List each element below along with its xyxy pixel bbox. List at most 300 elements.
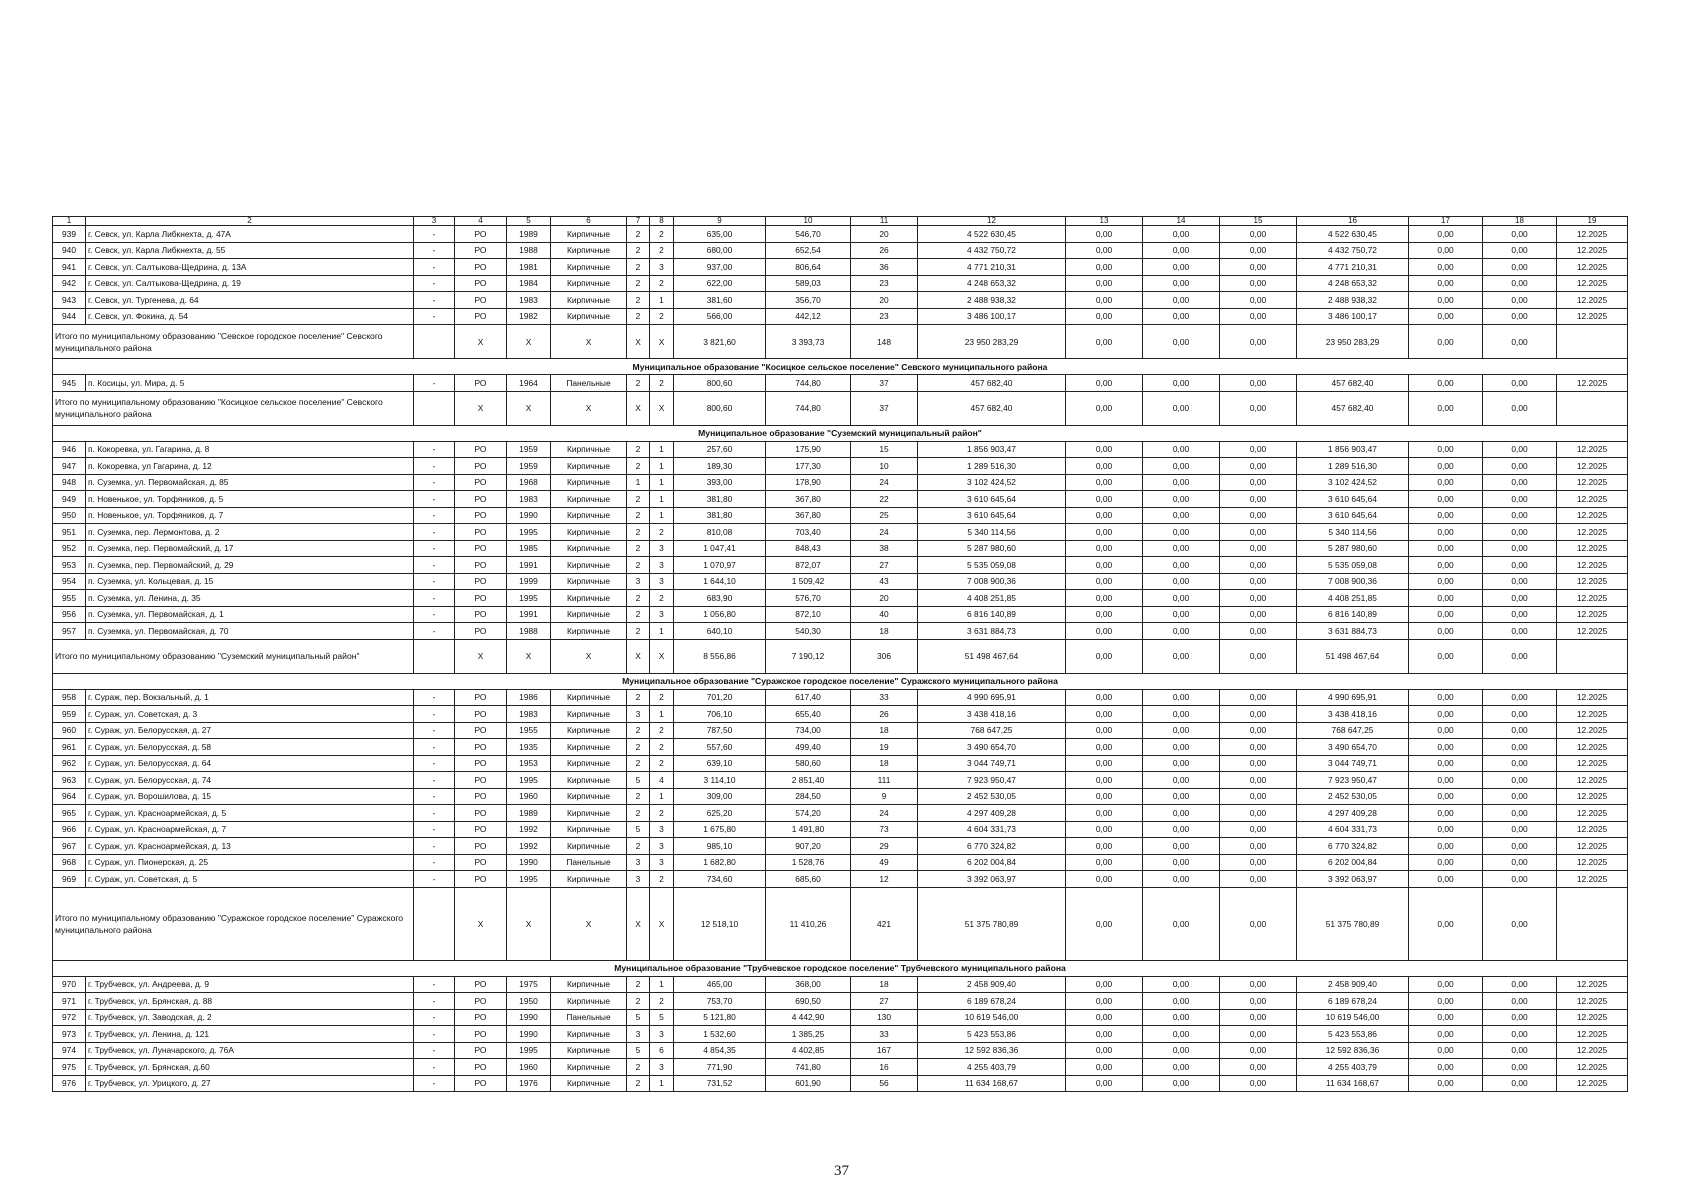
table-cell: 0,00: [1143, 706, 1220, 723]
table-cell: 0,00: [1409, 976, 1483, 993]
table-cell: 1989: [507, 226, 551, 243]
address-cell: г. Сураж, пер. Вокзальный, д. 1: [86, 689, 414, 706]
column-number: 10: [766, 217, 851, 226]
column-number: 2: [86, 217, 414, 226]
table-cell: Кирпичные: [551, 524, 627, 541]
table-row: [53, 275, 1628, 292]
subtotal-cell: [1557, 391, 1628, 425]
section-header-row: [53, 359, 1628, 375]
subtotal-cell: 0,00: [1066, 887, 1143, 960]
table-cell: 0,00: [1409, 854, 1483, 871]
subtotal-label: Итого по муниципальному образованию "Суражское городское поселение" Суражского муниципального района: [53, 887, 414, 960]
address-cell: г. Трубчевск, ул. Урицкого, д. 27: [86, 1075, 414, 1092]
table-cell: РО: [455, 755, 507, 772]
table-cell: 2: [627, 557, 650, 574]
table-cell: 0,00: [1143, 524, 1220, 541]
table-cell: РО: [455, 259, 507, 276]
table-cell: 731,52: [674, 1075, 766, 1092]
subtotal-cell: 457 682,40: [918, 391, 1066, 425]
table-cell: 12.2025: [1557, 871, 1628, 888]
table-cell: 49: [851, 854, 918, 871]
table-cell: 2: [627, 788, 650, 805]
table-cell: 0,00: [1220, 590, 1297, 607]
table-cell: 1984: [507, 275, 551, 292]
table-cell: -: [414, 739, 455, 756]
subtotal-cell: 12 518,10: [674, 887, 766, 960]
subtotal-cell: X: [627, 887, 650, 960]
table-cell: -: [414, 491, 455, 508]
table-cell: 2: [627, 540, 650, 557]
table-cell: 2: [650, 275, 674, 292]
table-cell: 56: [851, 1075, 918, 1092]
column-number: 11: [851, 217, 918, 226]
table-row: [53, 739, 1628, 756]
table-cell: 442,12: [766, 308, 851, 325]
table-cell: 0,00: [1483, 739, 1557, 756]
table-cell: 0,00: [1066, 689, 1143, 706]
table-row: [53, 557, 1628, 574]
table-cell: 5 121,80: [674, 1009, 766, 1026]
table-cell: 971: [53, 993, 86, 1010]
table-cell: 4 990 695,91: [1297, 689, 1409, 706]
table-cell: -: [414, 292, 455, 309]
table-cell: 3 392 063,97: [1297, 871, 1409, 888]
table-cell: 5 340 114,56: [1297, 524, 1409, 541]
table-cell: 167: [851, 1042, 918, 1059]
table-cell: 3 610 645,64: [1297, 491, 1409, 508]
table-cell: 3 392 063,97: [918, 871, 1066, 888]
table-cell: 0,00: [1483, 441, 1557, 458]
table-cell: -: [414, 1042, 455, 1059]
table-cell: 944: [53, 308, 86, 325]
table-cell: 0,00: [1409, 226, 1483, 243]
table-cell: 12.2025: [1557, 623, 1628, 640]
table-cell: 0,00: [1143, 1075, 1220, 1092]
table-cell: 23: [851, 275, 918, 292]
table-cell: РО: [455, 706, 507, 723]
table-cell: 907,20: [766, 838, 851, 855]
table-cell: 5: [627, 772, 650, 789]
table-cell: 0,00: [1220, 458, 1297, 475]
table-row: [53, 606, 1628, 623]
table-cell: 734,00: [766, 722, 851, 739]
table-cell: 43: [851, 573, 918, 590]
table-cell: 0,00: [1409, 722, 1483, 739]
table-cell: 111: [851, 772, 918, 789]
table-cell: -: [414, 259, 455, 276]
table-cell: 0,00: [1143, 275, 1220, 292]
table-cell: 12.2025: [1557, 706, 1628, 723]
table-cell: -: [414, 1075, 455, 1092]
table-cell: 6 770 324,82: [1297, 838, 1409, 855]
table-cell: -: [414, 788, 455, 805]
table-cell: Кирпичные: [551, 993, 627, 1010]
table-cell: 5: [627, 1009, 650, 1026]
address-cell: г. Сураж, ул. Красноармейская, д. 5: [86, 805, 414, 822]
table-cell: 0,00: [1066, 441, 1143, 458]
table-cell: 0,00: [1483, 755, 1557, 772]
table-cell: 0,00: [1066, 772, 1143, 789]
table-cell: 0,00: [1409, 507, 1483, 524]
table-cell: 2: [627, 259, 650, 276]
table-cell: 0,00: [1409, 805, 1483, 822]
table-cell: 0,00: [1220, 854, 1297, 871]
table-cell: 0,00: [1483, 772, 1557, 789]
table-cell: 2: [627, 805, 650, 822]
table-cell: 1988: [507, 242, 551, 259]
table-cell: 1959: [507, 458, 551, 475]
table-cell: 701,20: [674, 689, 766, 706]
table-cell: 5 287 980,60: [1297, 540, 1409, 557]
table-cell: 7 008 900,36: [1297, 573, 1409, 590]
table-cell: 0,00: [1483, 993, 1557, 1010]
table-cell: 2: [627, 590, 650, 607]
subtotal-cell: X: [455, 325, 507, 359]
table-cell: 0,00: [1143, 606, 1220, 623]
table-cell: 457 682,40: [918, 375, 1066, 392]
table-cell: 806,64: [766, 259, 851, 276]
table-cell: 576,70: [766, 590, 851, 607]
address-cell: п. Суземка, ул. Первомайская, д. 85: [86, 474, 414, 491]
table-cell: 2: [627, 739, 650, 756]
table-cell: 0,00: [1066, 226, 1143, 243]
table-row: [53, 1059, 1628, 1076]
table-cell: 3: [650, 854, 674, 871]
table-cell: 5 535 059,08: [1297, 557, 1409, 574]
table-cell: 0,00: [1066, 524, 1143, 541]
subtotal-row: [53, 887, 1628, 960]
table-cell: 1 856 903,47: [1297, 441, 1409, 458]
section-title: Муниципальное образование "Суражское городское поселение" Суражского муниципального района: [53, 673, 1628, 689]
table-cell: 26: [851, 242, 918, 259]
table-row: [53, 507, 1628, 524]
table-cell: 1983: [507, 491, 551, 508]
table-cell: 0,00: [1143, 755, 1220, 772]
table-cell: 2: [627, 838, 650, 855]
table-cell: 2: [650, 242, 674, 259]
table-cell: 956: [53, 606, 86, 623]
table-cell: 955: [53, 590, 86, 607]
table-cell: 0,00: [1066, 242, 1143, 259]
table-cell: 20: [851, 292, 918, 309]
table-cell: 974: [53, 1042, 86, 1059]
table-cell: РО: [455, 573, 507, 590]
table-cell: 24: [851, 474, 918, 491]
table-row: [53, 590, 1628, 607]
table-cell: 741,80: [766, 1059, 851, 1076]
address-cell: г. Трубчевск, ул. Брянская, д. 88: [86, 993, 414, 1010]
subtotal-cell: [414, 639, 455, 673]
table-cell: 2: [627, 1059, 650, 1076]
table-cell: 5: [627, 821, 650, 838]
table-cell: 0,00: [1066, 1042, 1143, 1059]
table-cell: 7 923 950,47: [918, 772, 1066, 789]
subtotal-row: [53, 391, 1628, 425]
table-cell: 2: [627, 242, 650, 259]
table-cell: 175,90: [766, 441, 851, 458]
table-cell: 0,00: [1066, 292, 1143, 309]
table-cell: 1960: [507, 1059, 551, 1076]
table-cell: 639,10: [674, 755, 766, 772]
table-cell: 540,30: [766, 623, 851, 640]
column-number: 8: [650, 217, 674, 226]
table-cell: 753,70: [674, 993, 766, 1010]
table-cell: -: [414, 1026, 455, 1043]
table-cell: 1: [650, 292, 674, 309]
table-cell: 1 528,76: [766, 854, 851, 871]
subtotal-cell: X: [507, 325, 551, 359]
subtotal-cell: 37: [851, 391, 918, 425]
table-cell: 3: [650, 838, 674, 855]
table-cell: 130: [851, 1009, 918, 1026]
table-cell: Кирпичные: [551, 1042, 627, 1059]
table-cell: РО: [455, 722, 507, 739]
table-cell: 0,00: [1143, 441, 1220, 458]
table-cell: 2 488 938,32: [918, 292, 1066, 309]
address-cell: п. Кокоревка, ул Гагарина, д. 12: [86, 458, 414, 475]
table-cell: 3 490 654,70: [1297, 739, 1409, 756]
table-cell: 0,00: [1066, 275, 1143, 292]
table-cell: 0,00: [1483, 838, 1557, 855]
table-cell: 0,00: [1409, 375, 1483, 392]
subtotal-cell: 0,00: [1066, 639, 1143, 673]
table-row: [53, 474, 1628, 491]
table-row: [53, 976, 1628, 993]
table-cell: 4: [650, 772, 674, 789]
table-cell: 961: [53, 739, 86, 756]
table-cell: 2: [627, 491, 650, 508]
table-cell: 943: [53, 292, 86, 309]
table-cell: 655,40: [766, 706, 851, 723]
table-cell: 1: [650, 976, 674, 993]
table-cell: 1: [650, 474, 674, 491]
table-cell: 27: [851, 557, 918, 574]
subtotal-cell: 0,00: [1143, 887, 1220, 960]
table-cell: 1 070,97: [674, 557, 766, 574]
section-title: Муниципальное образование "Суземский муниципальный район": [53, 425, 1628, 441]
table-row: [53, 1075, 1628, 1092]
table-cell: 0,00: [1220, 755, 1297, 772]
table-cell: 1991: [507, 606, 551, 623]
table-cell: Кирпичные: [551, 491, 627, 508]
table-cell: 1950: [507, 993, 551, 1010]
table-row: [53, 871, 1628, 888]
table-cell: -: [414, 441, 455, 458]
table-cell: 0,00: [1066, 474, 1143, 491]
column-number: 19: [1557, 217, 1628, 226]
table-cell: 9: [851, 788, 918, 805]
address-cell: п. Суземка, пер. Лермонтова, д. 2: [86, 524, 414, 541]
table-cell: 1955: [507, 722, 551, 739]
table-cell: 1: [650, 507, 674, 524]
table-cell: Кирпичные: [551, 275, 627, 292]
table-cell: 2: [627, 689, 650, 706]
table-cell: Кирпичные: [551, 606, 627, 623]
table-cell: 0,00: [1483, 722, 1557, 739]
table-cell: 0,00: [1066, 755, 1143, 772]
table-cell: 381,60: [674, 292, 766, 309]
table-cell: 73: [851, 821, 918, 838]
table-cell: 1999: [507, 573, 551, 590]
subtotal-cell: X: [455, 887, 507, 960]
table-cell: 0,00: [1220, 292, 1297, 309]
subtotal-cell: [1557, 887, 1628, 960]
table-cell: 0,00: [1143, 557, 1220, 574]
table-cell: 3: [627, 706, 650, 723]
table-cell: 2: [627, 993, 650, 1010]
table-cell: 29: [851, 838, 918, 855]
table-cell: 963: [53, 772, 86, 789]
table-cell: 0,00: [1220, 838, 1297, 855]
table-cell: 771,90: [674, 1059, 766, 1076]
table-cell: 0,00: [1143, 573, 1220, 590]
table-cell: 954: [53, 573, 86, 590]
table-cell: 11 634 168,67: [918, 1075, 1066, 1092]
table-cell: 0,00: [1143, 689, 1220, 706]
subtotal-cell: 0,00: [1409, 887, 1483, 960]
table-cell: 3 631 884,73: [1297, 623, 1409, 640]
table-cell: 0,00: [1409, 275, 1483, 292]
table-cell: -: [414, 854, 455, 871]
table-cell: 12.2025: [1557, 993, 1628, 1010]
table-cell: 18: [851, 722, 918, 739]
subtotal-cell: 800,60: [674, 391, 766, 425]
table-cell: 3 044 749,71: [918, 755, 1066, 772]
address-cell: г. Сураж, ул. Пионерская, д. 25: [86, 854, 414, 871]
table-cell: 2: [650, 993, 674, 1010]
table-cell: 1 682,80: [674, 854, 766, 871]
table-cell: 0,00: [1483, 976, 1557, 993]
table-cell: 0,00: [1409, 755, 1483, 772]
table-cell: 12.2025: [1557, 259, 1628, 276]
table-cell: 23: [851, 308, 918, 325]
table-row: [53, 1009, 1628, 1026]
table-cell: 0,00: [1066, 821, 1143, 838]
table-cell: 703,40: [766, 524, 851, 541]
table-cell: РО: [455, 242, 507, 259]
table-cell: 1 532,60: [674, 1026, 766, 1043]
address-cell: п. Суземка, ул. Ленина, д. 35: [86, 590, 414, 607]
table-cell: 957: [53, 623, 86, 640]
table-cell: Кирпичные: [551, 689, 627, 706]
table-cell: -: [414, 1009, 455, 1026]
table-cell: 0,00: [1143, 375, 1220, 392]
table-cell: 953: [53, 557, 86, 574]
subtotal-cell: 51 498 467,64: [918, 639, 1066, 673]
table-cell: 0,00: [1483, 1075, 1557, 1092]
table-cell: 465,00: [674, 976, 766, 993]
table-cell: 768 647,25: [1297, 722, 1409, 739]
table-cell: 284,50: [766, 788, 851, 805]
table-cell: 0,00: [1483, 375, 1557, 392]
table-cell: 0,00: [1220, 507, 1297, 524]
table-cell: 5 423 553,86: [918, 1026, 1066, 1043]
table-cell: 680,00: [674, 242, 766, 259]
table-cell: 5 423 553,86: [1297, 1026, 1409, 1043]
table-cell: 2: [650, 805, 674, 822]
table-cell: 949: [53, 491, 86, 508]
table-cell: 6 816 140,89: [918, 606, 1066, 623]
table-cell: 0,00: [1066, 557, 1143, 574]
table-cell: 0,00: [1483, 458, 1557, 475]
table-cell: 1995: [507, 772, 551, 789]
subtotal-cell: 0,00: [1220, 325, 1297, 359]
table-cell: 0,00: [1409, 1026, 1483, 1043]
subtotal-cell: 0,00: [1220, 391, 1297, 425]
table-row: [53, 993, 1628, 1010]
table-cell: 1992: [507, 821, 551, 838]
table-cell: 1995: [507, 871, 551, 888]
table-cell: 0,00: [1220, 491, 1297, 508]
table-cell: 0,00: [1220, 606, 1297, 623]
address-cell: п. Косицы, ул. Мира, д. 5: [86, 375, 414, 392]
subtotal-cell: [1557, 639, 1628, 673]
table-cell: 257,60: [674, 441, 766, 458]
table-cell: 10: [851, 458, 918, 475]
table-cell: 12.2025: [1557, 805, 1628, 822]
table-cell: 965: [53, 805, 86, 822]
table-cell: 0,00: [1483, 474, 1557, 491]
table-cell: 1992: [507, 838, 551, 855]
table-cell: Кирпичные: [551, 573, 627, 590]
table-cell: 985,10: [674, 838, 766, 855]
table-cell: 4 255 403,79: [1297, 1059, 1409, 1076]
table-cell: 0,00: [1483, 1059, 1557, 1076]
table-cell: 177,30: [766, 458, 851, 475]
table-cell: 0,00: [1409, 772, 1483, 789]
table-cell: 566,00: [674, 308, 766, 325]
table-cell: 0,00: [1483, 854, 1557, 871]
subtotal-cell: X: [650, 887, 674, 960]
table-cell: 972: [53, 1009, 86, 1026]
table-cell: 0,00: [1220, 226, 1297, 243]
table-cell: 744,80: [766, 375, 851, 392]
table-cell: РО: [455, 838, 507, 855]
table-cell: Кирпичные: [551, 838, 627, 855]
table-cell: 0,00: [1143, 838, 1220, 855]
table-cell: 640,10: [674, 623, 766, 640]
table-cell: 1990: [507, 1009, 551, 1026]
table-cell: 22: [851, 491, 918, 508]
table-cell: 848,43: [766, 540, 851, 557]
table-row: [53, 540, 1628, 557]
table-cell: 5 287 980,60: [918, 540, 1066, 557]
table-cell: -: [414, 275, 455, 292]
table-cell: 967: [53, 838, 86, 855]
address-cell: г. Сураж, ул. Белорусская, д. 27: [86, 722, 414, 739]
table-cell: 0,00: [1409, 993, 1483, 1010]
table-row: [53, 292, 1628, 309]
table-cell: 580,60: [766, 755, 851, 772]
table-cell: РО: [455, 623, 507, 640]
table-cell: 6: [650, 1042, 674, 1059]
column-number: 16: [1297, 217, 1409, 226]
table-cell: 0,00: [1143, 226, 1220, 243]
subtotal-cell: X: [650, 639, 674, 673]
table-row: [53, 1042, 1628, 1059]
table-cell: 12.2025: [1557, 226, 1628, 243]
table-cell: 0,00: [1143, 507, 1220, 524]
table-cell: РО: [455, 993, 507, 1010]
table-cell: 683,90: [674, 590, 766, 607]
table-cell: 589,03: [766, 275, 851, 292]
table-cell: 4 297 409,28: [1297, 805, 1409, 822]
table-cell: 2 458 909,40: [1297, 976, 1409, 993]
table-cell: 0,00: [1409, 788, 1483, 805]
section-header-row: [53, 673, 1628, 689]
table-cell: 2: [627, 275, 650, 292]
table-cell: 20: [851, 226, 918, 243]
